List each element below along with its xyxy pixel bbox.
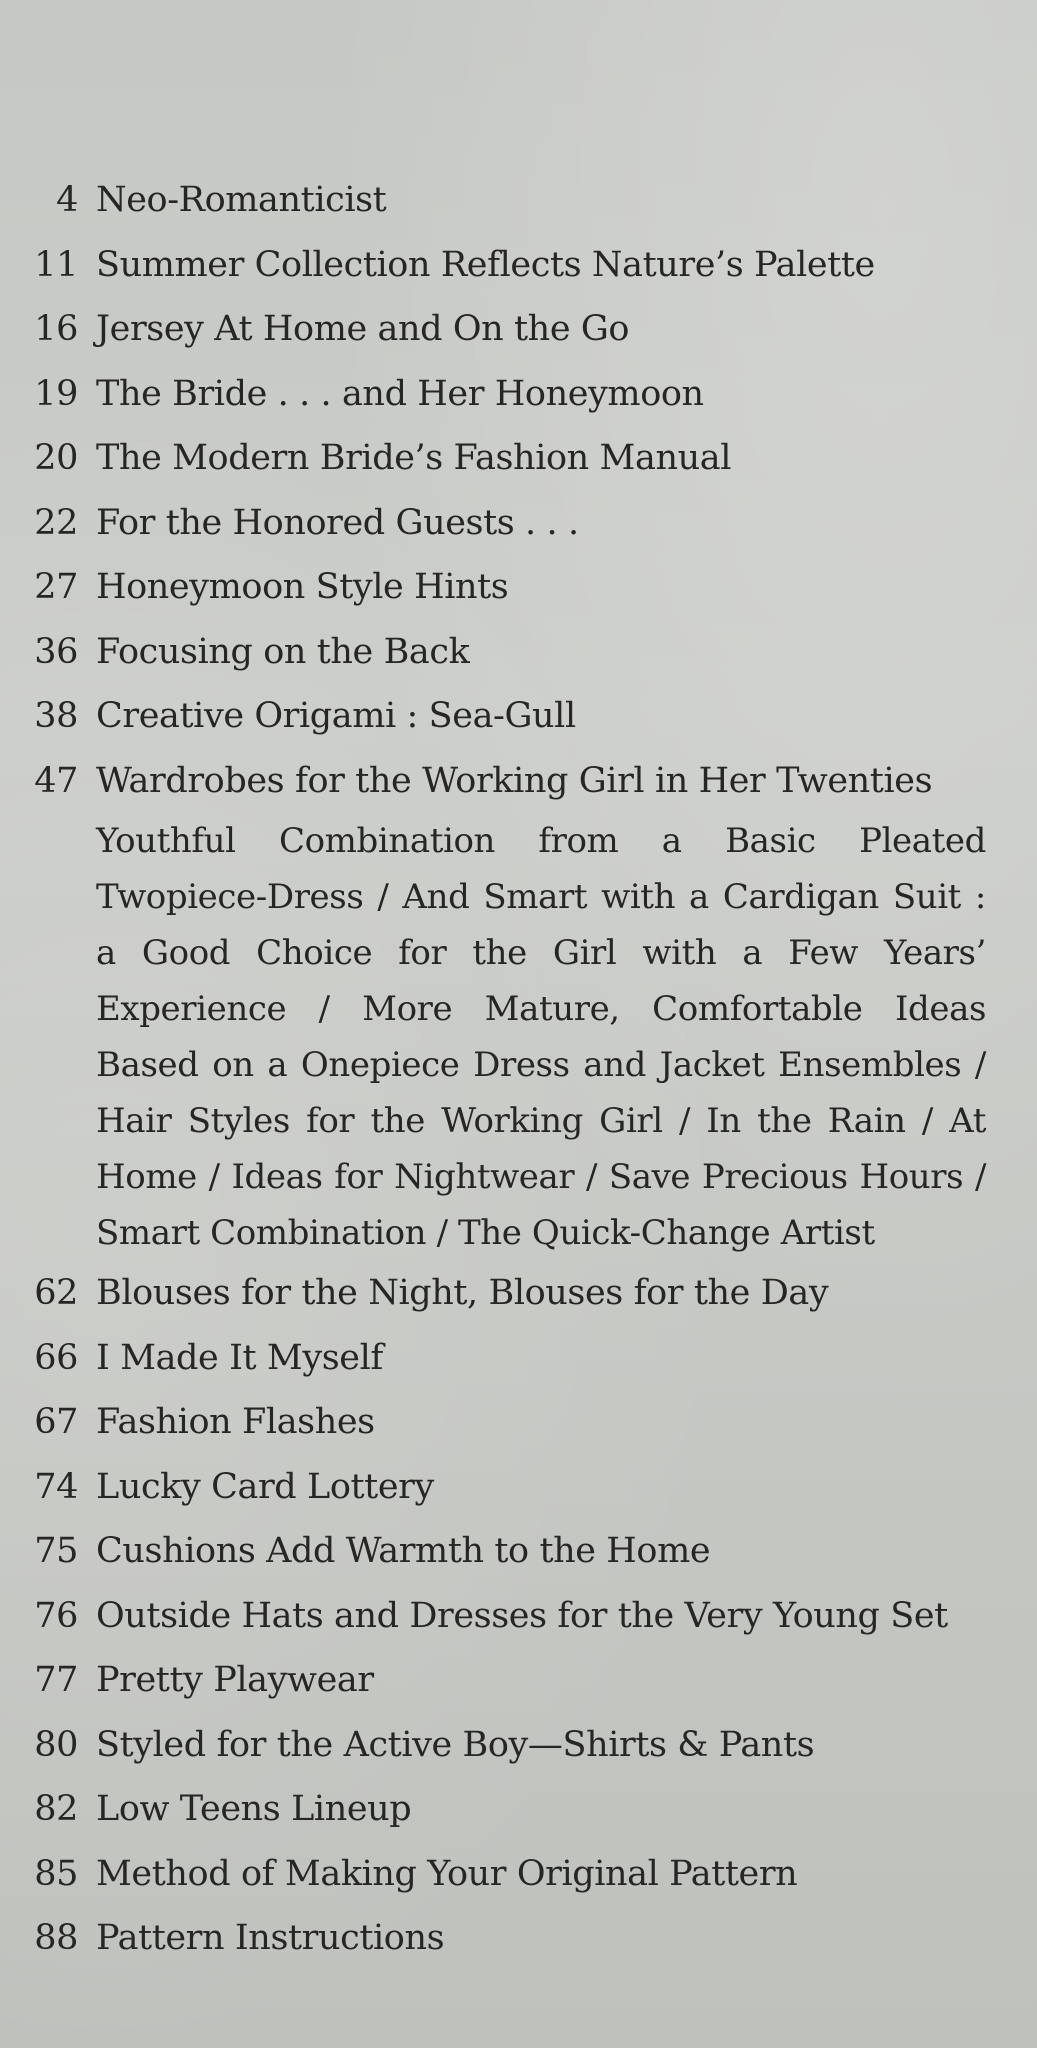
toc-entry bbox=[20, 1906, 980, 1971]
toc-page-number: 76 bbox=[34, 1595, 78, 1636]
toc-entry bbox=[20, 426, 980, 491]
toc-entry bbox=[20, 1648, 980, 1713]
toc-entry bbox=[20, 1390, 980, 1455]
toc-entry bbox=[20, 684, 980, 749]
toc-page-number: 85 bbox=[34, 1853, 78, 1894]
toc-page-number: 75 bbox=[34, 1531, 78, 1571]
toc-entry bbox=[20, 491, 980, 556]
toc-title: Method of Making Your Original Pattern bbox=[96, 1853, 798, 1894]
toc-entry bbox=[20, 1261, 980, 1326]
toc-page-number: 80 bbox=[34, 1724, 78, 1765]
toc-entry bbox=[20, 168, 980, 233]
toc-entry bbox=[20, 1842, 980, 1907]
toc-page-number: 47 bbox=[34, 760, 78, 801]
toc-title: Outside Hats and Dresses for the Very Young Set bbox=[96, 1595, 948, 1636]
toc-title: Jersey At Home and On the Go bbox=[96, 309, 630, 349]
toc-title: Pattern Instructions bbox=[96, 1918, 445, 1958]
toc-title: Cushions Add Warmth to the Home bbox=[96, 1531, 711, 1571]
toc-page-number: 36 bbox=[34, 631, 78, 672]
toc-page-number: 88 bbox=[34, 1918, 78, 1958]
toc-page-number: 4 bbox=[56, 180, 78, 220]
toc-title: Fashion Flashes bbox=[96, 1402, 375, 1442]
toc-entry bbox=[20, 1713, 980, 1778]
toc-title: Creative Origami : Sea-Gull bbox=[96, 696, 576, 736]
toc-title: For the Honored Guests . . . bbox=[96, 502, 579, 543]
toc-title: I Made It Myself bbox=[96, 1337, 383, 1378]
toc-title: Styled for the Active Boy—Shirts & Pants bbox=[96, 1724, 815, 1765]
toc-entry bbox=[20, 620, 980, 685]
toc-entry bbox=[20, 1777, 980, 1842]
toc-page-number: 82 bbox=[34, 1789, 78, 1829]
toc-page-number: 74 bbox=[34, 1466, 78, 1507]
toc-entry bbox=[20, 233, 980, 298]
toc-title-group bbox=[96, 749, 986, 1262]
toc-page-number: 19 bbox=[34, 373, 78, 414]
toc-title: Pretty Playwear bbox=[96, 1660, 374, 1700]
toc-subtitle: Youthful Combination from a Basic Pleated Twopiece-Dress / And Smart with a Cardigan Suit : a Good Choice for the Girl with a Few Years’ Experience / More Mature, Comfortable Ideas Based on a Onepiece Dress and Jacket Ensembles / Hair Styles for the Working Girl / In the Rain / At Home / Ideas for Nightwear / Save Precious Hours / Smart Combination / The Quick-Change Artist bbox=[96, 821, 986, 1253]
toc-page-number: 27 bbox=[34, 567, 78, 607]
toc-title: Focusing on the Back bbox=[96, 631, 470, 672]
toc-entry bbox=[20, 1584, 980, 1649]
toc-title: Wardrobes for the Working Girl in Her Twenties bbox=[96, 760, 933, 801]
toc-title: Summer Collection Reflects Nature’s Palette bbox=[96, 244, 875, 285]
toc-entry bbox=[20, 1519, 980, 1584]
toc-title: Lucky Card Lottery bbox=[96, 1466, 434, 1507]
table-of-contents bbox=[20, 168, 986, 1971]
toc-page-number: 20 bbox=[34, 438, 78, 478]
toc-entry bbox=[20, 749, 986, 1262]
toc-entry bbox=[20, 362, 980, 427]
toc-title: The Bride . . . and Her Honeymoon bbox=[96, 373, 704, 414]
toc-entry bbox=[20, 555, 980, 620]
toc-title: Neo-Romanticist bbox=[96, 180, 387, 220]
toc-title: Blouses for the Night, Blouses for the Day bbox=[96, 1273, 829, 1313]
toc-title: Honeymoon Style Hints bbox=[96, 567, 509, 607]
toc-title: Low Teens Lineup bbox=[96, 1789, 412, 1829]
toc-page-number: 11 bbox=[34, 244, 78, 285]
toc-page-number: 38 bbox=[34, 696, 78, 736]
toc-entry bbox=[20, 297, 980, 362]
toc-page-number: 66 bbox=[34, 1337, 78, 1378]
toc-page-number: 22 bbox=[34, 502, 78, 543]
toc-page-number: 62 bbox=[34, 1273, 78, 1313]
toc-page-number: 16 bbox=[34, 309, 78, 349]
toc-page-number: 67 bbox=[34, 1402, 78, 1442]
toc-entry bbox=[20, 1326, 980, 1391]
toc-page-number: 77 bbox=[34, 1660, 78, 1700]
toc-entry bbox=[20, 1455, 980, 1520]
toc-title: The Modern Bride’s Fashion Manual bbox=[96, 438, 731, 478]
